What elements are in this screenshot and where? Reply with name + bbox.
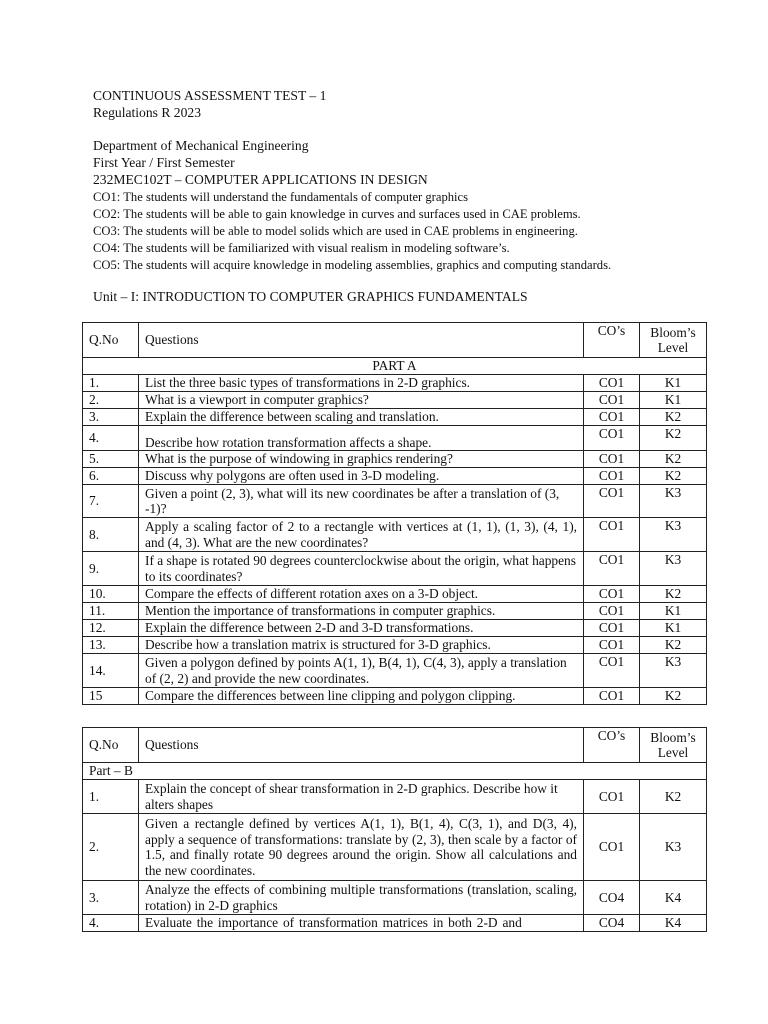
question-number: 1.: [83, 780, 139, 814]
co-cell: CO1: [584, 654, 640, 688]
question-text: Explain the concept of shear transformation in 2-D graphics. Describe how it alters shapes: [139, 780, 584, 814]
bloom-level: K3: [640, 552, 707, 586]
table-row: [83, 620, 707, 637]
co-cell: CO1: [584, 468, 640, 485]
question-number: 12.: [83, 620, 139, 637]
question-number: 6.: [83, 468, 139, 485]
part-b-label: Part – B: [83, 763, 707, 780]
table-header-row: [83, 728, 707, 763]
question-text: Compare the differences between line clipping and polygon clipping.: [139, 688, 584, 705]
bloom-level: K2: [640, 688, 707, 705]
bloom-level: K2: [640, 586, 707, 603]
co-cell: CO4: [584, 881, 640, 915]
part-a-table: [82, 322, 707, 705]
table-row: [83, 409, 707, 426]
question-text: Given a point (2, 3), what will its new coordinates be after a translation of (3, -1)?: [139, 485, 584, 518]
question-number: 4.: [83, 426, 139, 451]
question-number: 14.: [83, 654, 139, 688]
co-cell: CO1: [584, 518, 640, 552]
question-number: 8.: [83, 518, 139, 552]
blooms-header: Bloom’s Level: [640, 728, 707, 763]
table-row: [83, 814, 707, 881]
question-text: Discuss why polygons are often used in 3-D modeling.: [139, 468, 584, 485]
bloom-level: K2: [640, 409, 707, 426]
question-number: 13.: [83, 637, 139, 654]
co-cell: CO1: [584, 392, 640, 409]
bloom-level: K4: [640, 915, 707, 932]
table-row: [83, 915, 707, 932]
co-cell: CO1: [584, 814, 640, 881]
course-title: 232MEC102T – COMPUTER APPLICATIONS IN DESIGN: [93, 172, 428, 187]
co-cell: CO1: [584, 688, 640, 705]
table-row: [83, 603, 707, 620]
question-text: Mention the importance of transformations in computer graphics.: [139, 603, 584, 620]
test-title: CONTINUOUS ASSESSMENT TEST – 1: [93, 88, 327, 103]
blooms-header: Bloom’s Level: [640, 323, 707, 358]
question-number: 11.: [83, 603, 139, 620]
regulations: Regulations R 2023: [93, 105, 201, 120]
bloom-level: K1: [640, 603, 707, 620]
table-row: [83, 392, 707, 409]
co-cell: CO1: [584, 552, 640, 586]
bloom-level: K2: [640, 426, 707, 451]
bloom-level: K2: [640, 780, 707, 814]
table-row: [83, 780, 707, 814]
question-text: Explain the difference between 2-D and 3-D transformations.: [139, 620, 584, 637]
table-header-row: [83, 323, 707, 358]
question-text: Compare the effects of different rotation axes on a 3-D object.: [139, 586, 584, 603]
department: Department of Mechanical Engineering: [93, 138, 309, 153]
questions-header: Questions: [139, 323, 584, 358]
bloom-level: K3: [640, 654, 707, 688]
table-row: [83, 468, 707, 485]
course-outcome: CO3: The students will be able to model solids which are used in CAE problems in engineering.: [93, 224, 578, 238]
year-semester: First Year / First Semester: [93, 155, 235, 170]
bloom-level: K1: [640, 375, 707, 392]
co-cell: CO4: [584, 915, 640, 932]
question-text: Apply a scaling factor of 2 to a rectangle with vertices at (1, 1), (1, 3), (4, 1), and (4, 3). What are the new coordinates?: [139, 518, 584, 552]
bloom-level: K3: [640, 518, 707, 552]
question-number: 1.: [83, 375, 139, 392]
bloom-level: K2: [640, 468, 707, 485]
table-row: [83, 688, 707, 705]
cos-header: CO’s: [584, 323, 640, 358]
question-text: What is the purpose of windowing in graphics rendering?: [139, 451, 584, 468]
table-row: [83, 451, 707, 468]
table-row: [83, 426, 707, 451]
co-cell: CO1: [584, 426, 640, 451]
table-row: [83, 586, 707, 603]
bloom-level: K4: [640, 881, 707, 915]
bloom-level: K2: [640, 451, 707, 468]
course-outcome: CO2: The students will be able to gain knowledge in curves and surfaces used in CAE problems.: [93, 207, 581, 221]
table-row: [83, 881, 707, 915]
question-number: 4.: [83, 915, 139, 932]
co-cell: CO1: [584, 586, 640, 603]
table-row: [83, 485, 707, 518]
question-text: Evaluate the importance of transformation matrices in both 2-D and: [139, 915, 584, 932]
question-number: 3.: [83, 409, 139, 426]
question-text: Describe how rotation transformation affects a shape.: [139, 426, 584, 451]
part-a-label: PART A: [83, 358, 707, 375]
question-number: 5.: [83, 451, 139, 468]
cos-header: CO’s: [584, 728, 640, 763]
questions-header: Questions: [139, 728, 584, 763]
course-outcome: CO5: The students will acquire knowledge in modeling assemblies, graphics and computing standards.: [93, 258, 612, 272]
table-row: [83, 375, 707, 392]
course-outcome: CO1: The students will understand the fundamentals of computer graphics: [93, 190, 469, 204]
question-text: What is a viewport in computer graphics?: [139, 392, 584, 409]
table-row: [83, 518, 707, 552]
co-cell: CO1: [584, 620, 640, 637]
co-cell: CO1: [584, 637, 640, 654]
question-number: 15: [83, 688, 139, 705]
question-text: List the three basic types of transformations in 2-D graphics.: [139, 375, 584, 392]
bloom-level: K3: [640, 485, 707, 518]
question-text: Given a polygon defined by points A(1, 1), B(4, 1), C(4, 3), apply a translation of (2, 2) and provide the new coordinates.: [139, 654, 584, 688]
table-row: [83, 552, 707, 586]
question-text: Explain the difference between scaling and translation.: [139, 409, 584, 426]
co-cell: CO1: [584, 485, 640, 518]
question-number: 7.: [83, 485, 139, 518]
co-cell: CO1: [584, 409, 640, 426]
question-number: 3.: [83, 881, 139, 915]
question-text: Analyze the effects of combining multiple transformations (translation, scaling, rotation) in 2-D graphics: [139, 881, 584, 915]
co-cell: CO1: [584, 375, 640, 392]
bloom-level: K2: [640, 637, 707, 654]
question-text: If a shape is rotated 90 degrees counterclockwise about the origin, what happens to its coordinates?: [139, 552, 584, 586]
section-row: [83, 763, 707, 780]
bloom-level: K3: [640, 814, 707, 881]
qno-header: Q.No: [83, 323, 139, 358]
table-row: [83, 654, 707, 688]
question-number: 2.: [83, 392, 139, 409]
course-outcome: CO4: The students will be familiarized with visual realism in modeling software’s.: [93, 241, 510, 255]
question-text: Describe how a translation matrix is structured for 3-D graphics.: [139, 637, 584, 654]
co-cell: CO1: [584, 451, 640, 468]
table-row: [83, 637, 707, 654]
question-text: Given a rectangle defined by vertices A(1, 1), B(1, 4), C(3, 1), and D(3, 4), apply a sequence of transformations: translate by (2, 3), then scale by a factor of 1.5, and finally rotate 90 degrees around the origin. Show all calculations and the new coordinates.: [139, 814, 584, 881]
bloom-level: K1: [640, 620, 707, 637]
co-cell: CO1: [584, 780, 640, 814]
question-number: 10.: [83, 586, 139, 603]
bloom-level: K1: [640, 392, 707, 409]
part-b-table: [82, 727, 707, 932]
qno-header: Q.No: [83, 728, 139, 763]
co-cell: CO1: [584, 603, 640, 620]
question-number: 2.: [83, 814, 139, 881]
question-number: 9.: [83, 552, 139, 586]
section-row: [83, 358, 707, 375]
unit-title: Unit – I: INTRODUCTION TO COMPUTER GRAPHICS FUNDAMENTALS: [93, 289, 528, 304]
